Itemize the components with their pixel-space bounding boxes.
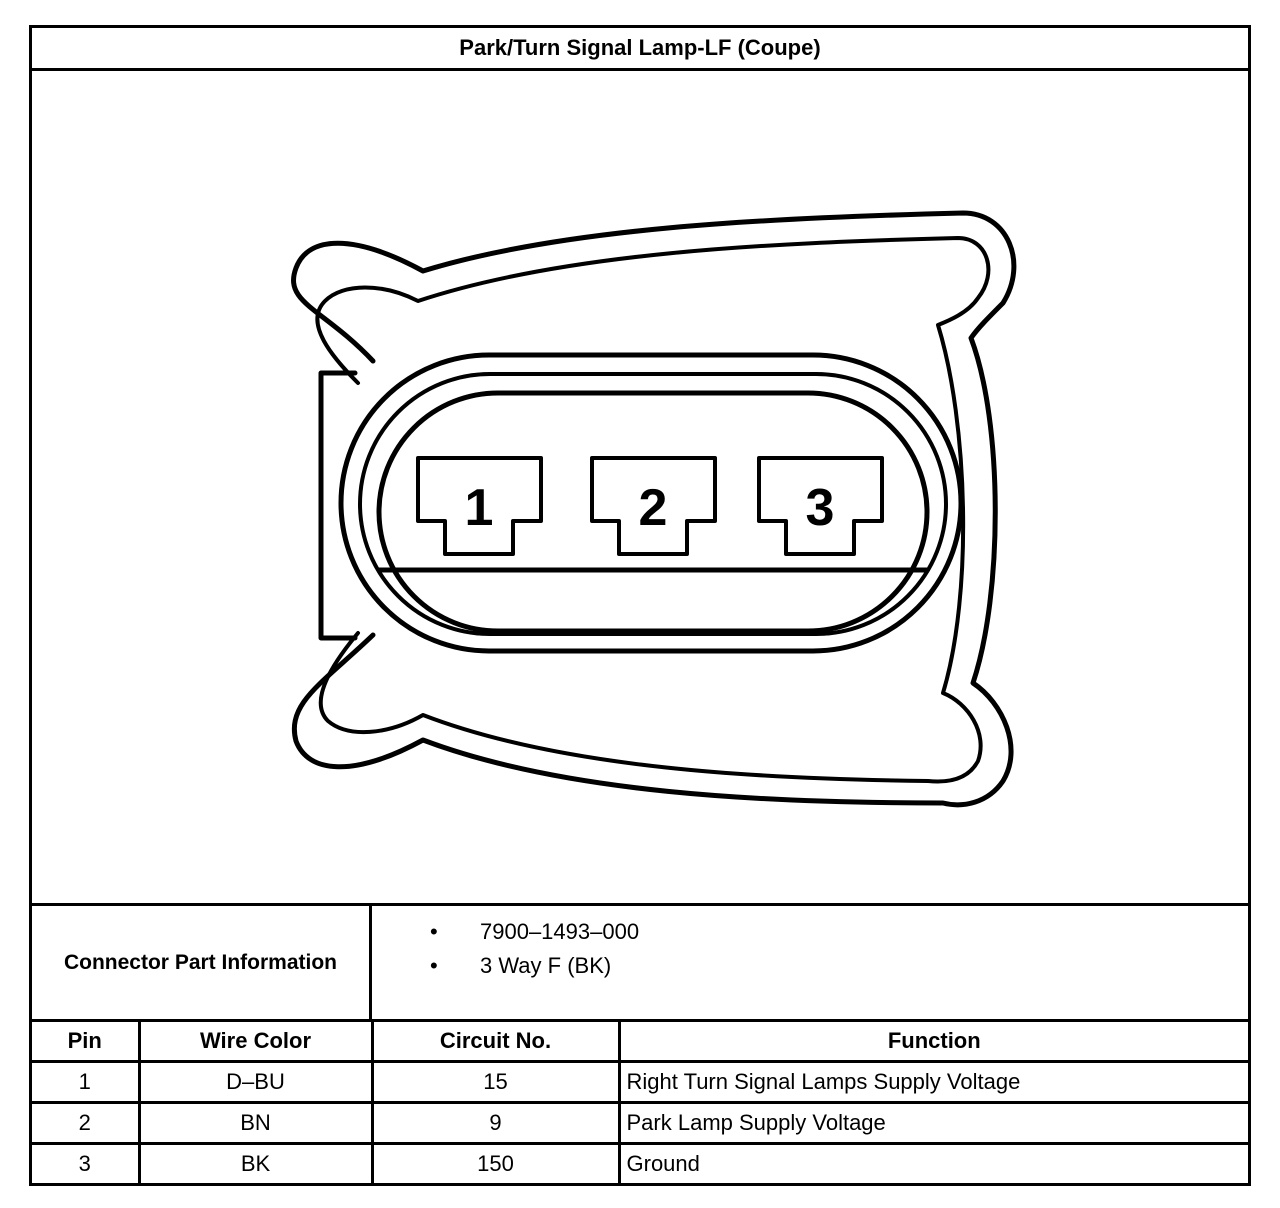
connector-part-info [32,903,1248,1022]
connector-face-view [3,3,1280,903]
page-title: Park/Turn Signal Lamp-LF (Coupe) [32,28,1248,71]
header-pin: Pin [32,1022,139,1062]
function-cell: Right Turn Signal Lamps Supply Voltage [619,1062,1248,1103]
part-info-label: Connector Part Information [32,906,372,1019]
pin-cell: 1 [32,1062,139,1103]
pinout-table [32,1022,1248,1183]
wire-color-cell: BK [139,1144,372,1184]
pin-cell: 3 [32,1144,139,1184]
circuit-cell: 150 [372,1144,619,1184]
connector-sheet [29,25,1251,1186]
circuit-cell: 9 [372,1103,619,1144]
wire-color-cell: BN [139,1103,372,1144]
circuit-cell: 15 [372,1062,619,1103]
table-header-row [32,1022,1248,1062]
part-info-list [377,918,639,986]
cavity-label: 3 [805,479,835,537]
function-cell: Ground [619,1144,1248,1184]
pin-cell: 2 [32,1103,139,1144]
part-description-item: • 3 Way F (BK) [377,952,639,986]
housing-latch [321,373,355,638]
table-row [32,1062,1248,1103]
wire-color-cell: D–BU [139,1062,372,1103]
cavity-label: 1 [464,479,494,537]
table-row [32,1103,1248,1144]
connector-diagram [32,71,1248,903]
function-cell: Park Lamp Supply Voltage [619,1103,1248,1144]
cavity-label: 2 [638,479,668,537]
header-circuit: Circuit No. [372,1022,619,1062]
part-number-item: • 7900–1493–000 [377,918,639,952]
header-function: Function [619,1022,1248,1062]
header-wire-color: Wire Color [139,1022,372,1062]
table-row [32,1144,1248,1184]
